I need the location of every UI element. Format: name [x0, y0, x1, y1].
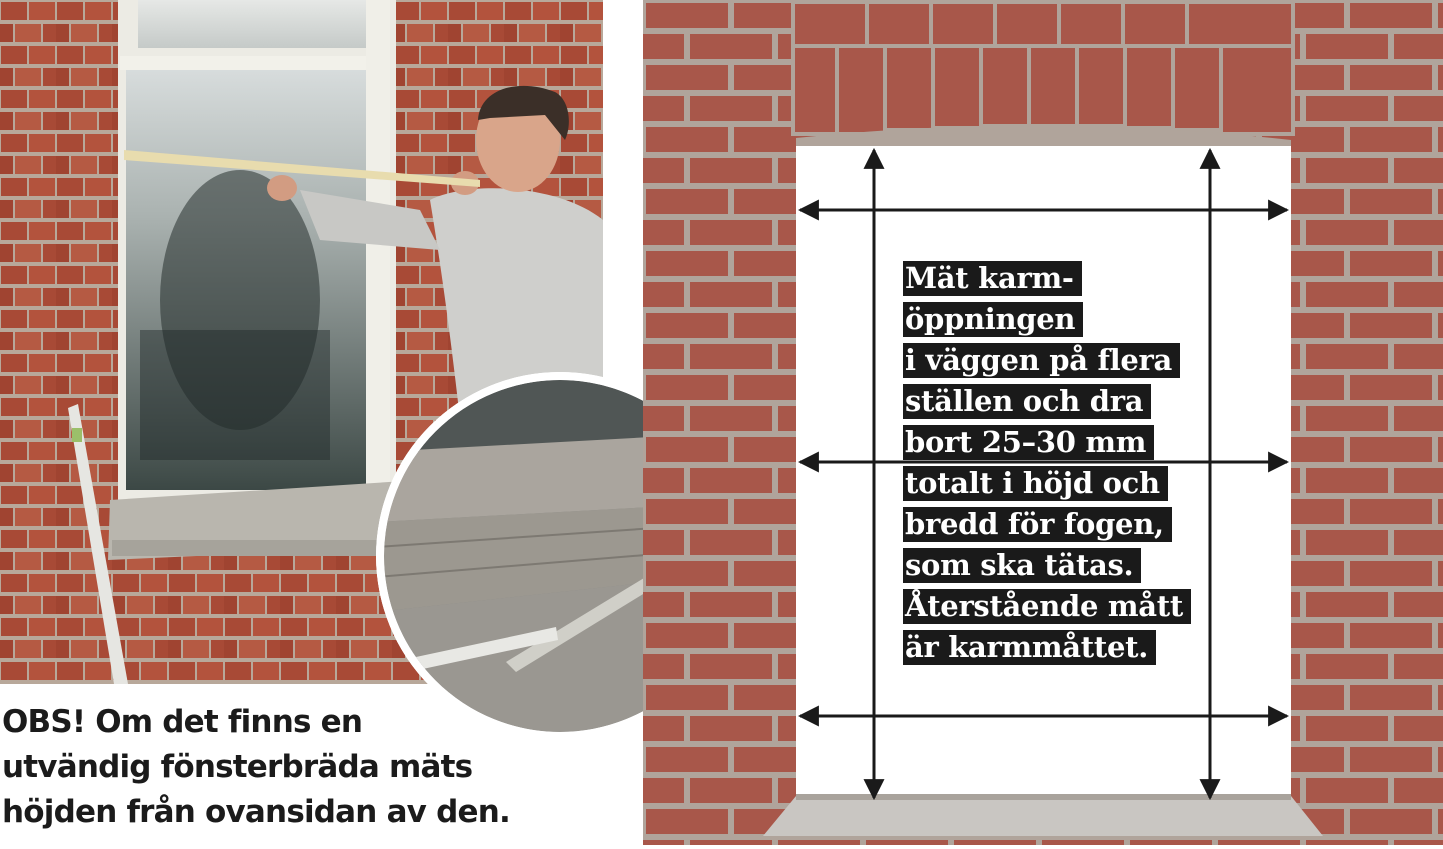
opening-sill — [763, 796, 1323, 836]
instruction-line: totalt i höjd och — [903, 466, 1168, 501]
arch-bricks — [791, 0, 1295, 136]
instruction-line: ställen och dra — [903, 384, 1151, 419]
instruction-line: bort 25–30 mm — [903, 425, 1154, 460]
instruction-line: i väggen på flera — [903, 343, 1180, 378]
caption-line: utvändig fönsterbräda mäts — [2, 749, 473, 785]
instruction-line: är karmmåttet. — [903, 630, 1156, 665]
instruction-line: som ska tätas. — [903, 548, 1141, 583]
obs-caption — [2, 700, 622, 835]
caption-line: höjden från ovansidan av den. — [2, 794, 510, 830]
caption-line: OBS! Om det finns en — [2, 704, 363, 740]
instruction-text — [903, 258, 1223, 668]
instruction-line: Mät karm- — [903, 261, 1082, 296]
instruction-line: öppningen — [903, 302, 1083, 337]
instruction-line: Återstående mått — [903, 589, 1191, 624]
instruction-line: bredd för fogen, — [903, 507, 1172, 542]
